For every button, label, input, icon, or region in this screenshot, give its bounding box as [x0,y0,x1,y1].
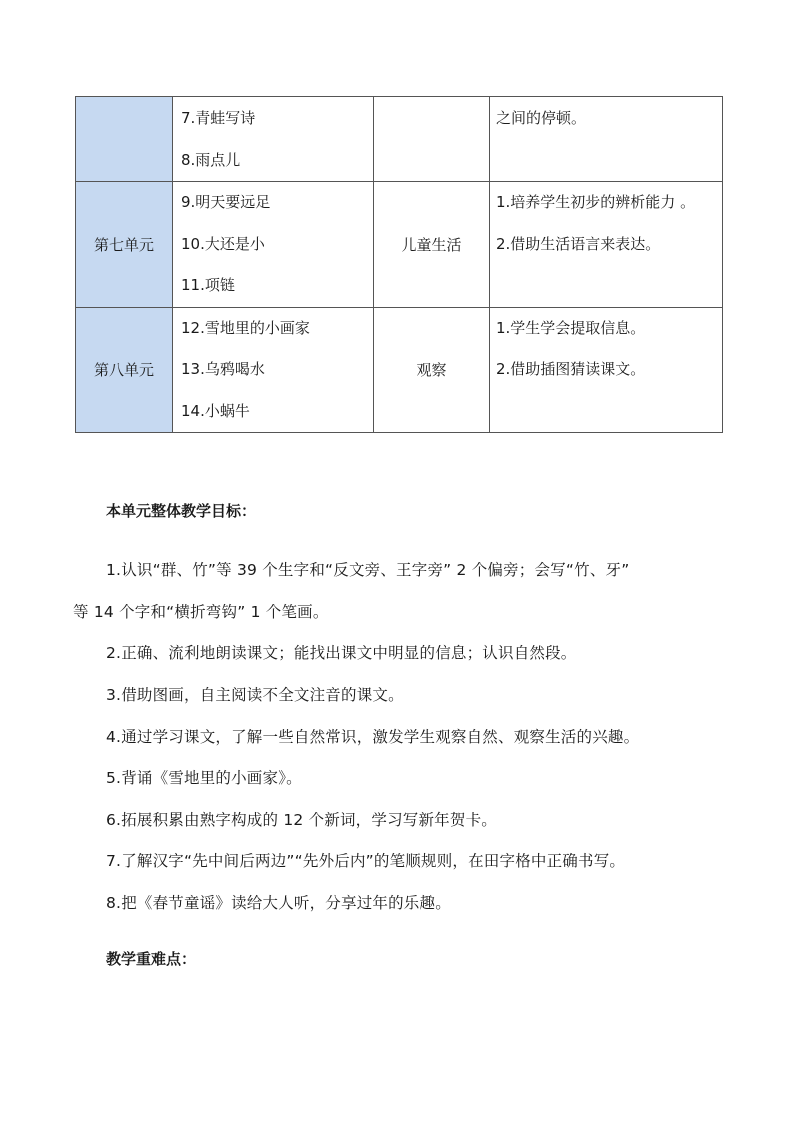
lesson-item: 7.青蛙写诗 [181,109,256,127]
lesson-cell [173,307,374,433]
lesson-cell [173,182,374,308]
lesson-item: 12.雪地里的小画家 [181,318,310,337]
theme-label: 观察 [416,361,447,380]
objective-item: 4.通过学习课文，了解一些自然常识，激发学生观察自然、观察生活的兴趣。 [106,728,640,746]
objective-item: 2.正确、流利地朗读课文；能找出课文中明显的信息；认识自然段。 [106,644,577,662]
objective-item: 3.借助图画，自主阅读不全文注音的课文。 [106,686,404,704]
lesson-item: 8.雨点儿 [181,151,241,169]
theme-cell [374,182,490,308]
theme-cell [374,307,490,433]
table-row [76,97,723,182]
goal-item: 2.借助生活语言来表达。 [496,234,661,253]
unit-cell [76,307,173,433]
objective-item: 5.背诵《雪地里的小画家》。 [106,769,302,787]
difficulties-heading: 教学重难点： [106,950,197,968]
lesson-item: 9.明天要远足 [181,193,271,211]
theme-label: 儿童生活 [401,235,462,254]
goal-cell [490,97,723,182]
lesson-item: 14.小蜗牛 [181,401,250,420]
unit-label: 第八单元 [93,361,154,380]
goal-item: 之间的停顿。 [496,109,587,127]
goal-item: 1.培养学生初步的辨析能力 。 [496,193,696,211]
lesson-item: 11.项链 [181,276,235,294]
unit-cell [76,97,173,182]
unit-cell [76,182,173,308]
theme-cell [374,97,490,182]
objective-item: 6.拓展积累由熟字构成的 12 个新词，学习写新年贺卡。 [106,811,497,829]
lesson-cell [173,97,374,182]
objective-item: 等 14 个字和“横折弯钩” 1 个笔画。 [73,603,329,621]
lesson-item: 13.乌鸦喝水 [181,360,265,378]
table-row [76,307,723,433]
goal-cell [490,307,723,433]
goal-item: 1.学生学会提取信息。 [496,318,646,337]
goal-item: 2.借助插图猜读课文。 [496,360,646,378]
objective-item: 7.了解汉字“先中间后两边”“先外后内”的笔顺规则，在田字格中正确书写。 [106,852,626,870]
unit-label: 第七单元 [93,235,154,254]
goal-cell [490,182,723,308]
objective-item: 1.认识“群、竹”等 39 个生字和“反文旁、王字旁” 2 个偏旁；会写“竹、牙” [106,561,630,579]
objectives-heading: 本单元整体教学目标： [106,502,257,520]
unit-table [75,96,723,433]
lesson-item: 10.大还是小 [181,234,265,253]
table-row [76,182,723,308]
objective-item: 8.把《春节童谣》读给大人听，分享过年的乐趣。 [106,894,451,912]
